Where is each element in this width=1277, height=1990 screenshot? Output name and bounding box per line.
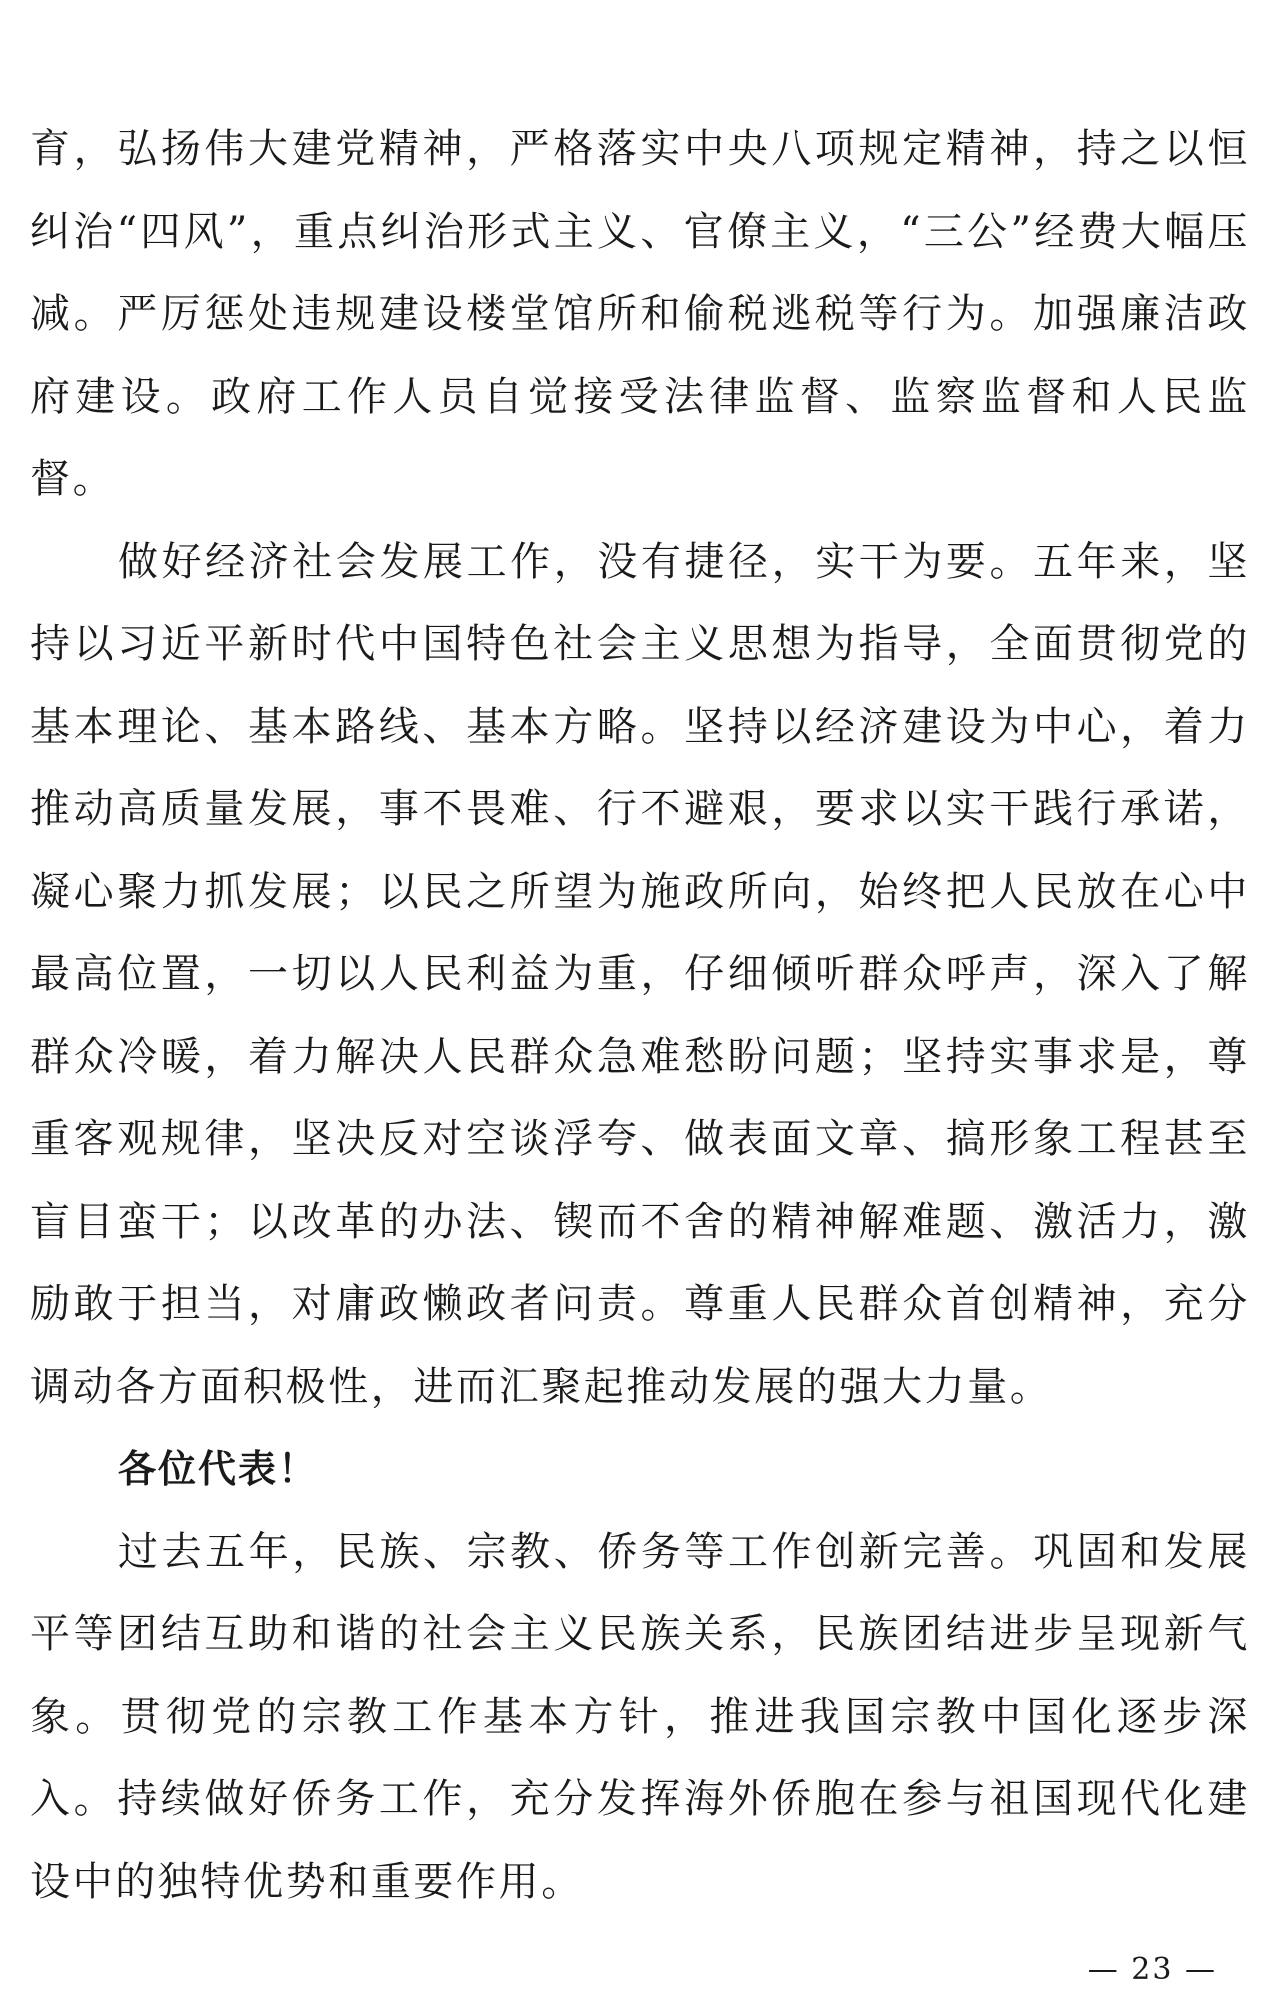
body-paragraph: 育，弘扬伟大建党精神，严格落实中央八项规定精神，持之以恒纠治“四风”，重点纠治形式主义、官僚主义，“三公”经费大幅压减。严厉惩处违规建设楼堂馆所和偷税逃税等行为。加强廉洁政府建设。政府工作人员自觉接受法律监督、监察监督和人民监督。 — [30, 126, 1250, 502]
page-number: — 23 — — [1087, 1952, 1217, 1987]
document-body — [30, 108, 1250, 1923]
body-paragraph: 过去五年，民族、宗教、侨务等工作创新完善。巩固和发展平等团结互助和谐的社会主义民族关系，民族团结进步呈现新气象。贯彻党的宗教工作基本方针，推进我国宗教中国化逐步深入。持续做好侨务工作，充分发挥海外侨胞在参与祖国现代化建设中的独特优势和重要作用。 — [30, 1528, 1250, 1905]
body-paragraph: 做好经济社会发展工作，没有捷径，实干为要。五年来，坚持以习近平新时代中国特色社会主义思想为指导，全面贯彻党的基本理论、基本路线、基本方略。坚持以经济建设为中心，着力推动高质量发展，事不畏难、行不避艰，要求以实干践行承诺，凝心聚力抓发展；以民之所望为施政所向，始终把人民放在心中最高位置，一切以人民利益为重，仔细倾听群众呼声，深入了解群众冷暖，着力解决人民群众急难愁盼问题；坚持实事求是，尊重客观规律，坚决反对空谈浮夸、做表面文章、搞形象工程甚至盲目蛮干；以改革的办法、锲而不舍的精神解难题、激活力，激励敢于担当，对庸政懒政者问责。尊重人民群众首创精神，充分调动各方面积极性，进而汇聚起推动发展的强大力量。 — [30, 538, 1250, 1410]
section-heading: 各位代表！ — [118, 1447, 319, 1491]
